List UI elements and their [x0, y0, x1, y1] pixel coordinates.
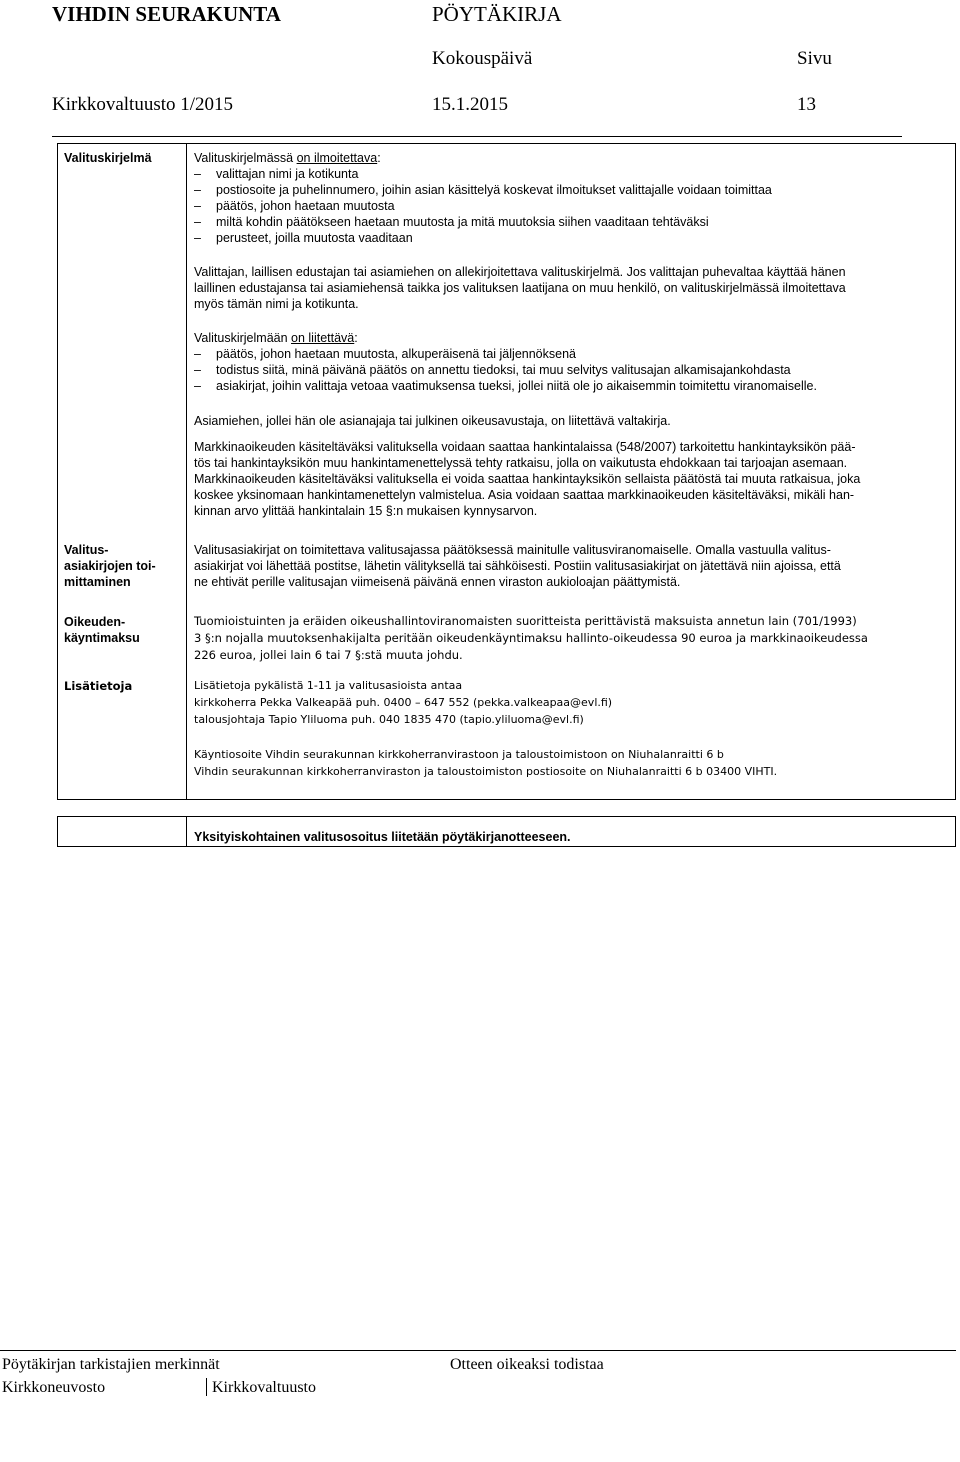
must-attach-underlined: on liitettävä: [291, 331, 355, 345]
list-item: – päätös, johon haetaan muutosta, alkuperäisenä tai jäljennöksenä: [194, 346, 950, 362]
list-item: – miltä kohdin päätökseen haetaan muutosta ja mitä muutoksia siihen vaaditaan tehtäväksi: [194, 214, 950, 230]
signature-paragraph: Valittajan, laillisen edustajan tai asiamiehen on allekirjoitettava valituskirjelmä. Jos valittajan puhevaltaa käyttää hänen laillinen edustajansa tai asiamiehensä taikka jos valituksen laatijana on muu henkilö, on valituskirjelmässä ilmoitettava myös tämän nimi ja kotikunta.: [194, 265, 846, 311]
list-item: – asiakirjat, joihin valittaja vetoaa vaatimuksensa tueksi, jollei niitä ole jo aikaisemmin toimitettu viranomaiselle.: [194, 378, 950, 394]
market-court-paragraph: Markkinaoikeuden käsiteltäväksi valituksella voidaan saattaa hankintalaissa (548/2007) tarkoitettu hankintayksikön pää- tös tai hankintayksikön muu hankintamenettelyssä tehty ratkaisu, jolla on vaikutusta ehdokkaan tai tarjoajan asemaan. Markkinaoikeuden käsiteltäväksi valituksella ei voida saattaa hankintayksikön sellaista päätöstä tai muuta ratkaisua, joka koskee yksinomaan hankintamenettelyn valmistelua. Asia voidaan saattaa markkinaoikeuden käsiteltäväksi, mikäli han- kinnan arvo ylittää hankintalain 15 §:n mukaisen kynnysarvon.: [194, 440, 861, 518]
organization-name: VIHDIN SEURAKUNTA: [52, 2, 281, 26]
must-state-underlined: on ilmoitettava: [296, 151, 378, 165]
address-block: Käyntiosoite Vihdin seurakunnan kirkkoherranvirastoon ja taloustoimistoon on Niuhalanraitti 6 b Vihdin seurakunnan kirkkoherranviraston ja taloustoimiston postiosoite on Niuhalanraitti 6 b 03400 VIHTI.: [194, 748, 778, 778]
footer-column-divider: [206, 1378, 207, 1396]
table-column-divider: [186, 143, 187, 800]
list-item: – todistus siitä, minä päivänä päätös on annettu tiedoksi, tai muu selvitys valitusajan alkamisajankohdasta: [194, 362, 950, 378]
notice-box-divider: [186, 816, 187, 847]
section-label-delivery: Valitus- asiakirjojen toi- mittaminen: [64, 543, 156, 589]
meeting-date-label: Kokouspäivä: [432, 48, 533, 69]
list-item: – valittajan nimi ja kotikunta: [194, 166, 950, 182]
attachments-intro: Valituskirjelmään on liitettävä:: [194, 331, 358, 345]
detailed-appeal-notice: Yksityiskohtainen valitusosoitus liitetään pöytäkirjanotteeseen.: [194, 830, 571, 844]
agent-paragraph: Asiamiehen, jollei hän ole asianajaja tai julkinen oikeusavustaja, on liitettävä valtakirja.: [194, 414, 671, 428]
footer-divider: [0, 1350, 956, 1351]
appeal-intro: Valituskirjelmässä on ilmoitettava:: [194, 151, 381, 165]
church-assembly-label: Kirkkovaltuusto: [212, 1379, 316, 1396]
list-item: – postiosoite ja puhelinnumero, joihin asian käsittelyä koskevat ilmoitukset valittajalle voidaan toimittaa: [194, 182, 950, 198]
delivery-section-content: Valitusasiakirjat on toimitettava valitusajassa päätöksessä mainitulle valitusviranomaiselle. Omalla vastuulla valitus- asiakirjat voi lähettää postitse, lähetin välityksellä tai sähköisesti. Postiin valitusasiakirjat on jätettävä niin ajoissa, että ne ehtivät perille valitusajan viimeisenä päivänä ennen viraston aukioloajan päättymistä.: [194, 543, 841, 589]
section-label-appeal: Valituskirjelmä: [64, 151, 152, 165]
appeal-section-content: [194, 150, 950, 246]
list-item: – päätös, johon haetaan muutosta: [194, 198, 950, 214]
attachments-block: [194, 330, 950, 394]
document-type: PÖYTÄKIRJA: [432, 2, 562, 26]
meeting-name: Kirkkovaltuusto 1/2015: [52, 94, 234, 115]
page-number: 13: [797, 94, 816, 115]
info-section-content: Lisätietoja pykälistä 1-11 ja valitusasioista antaa kirkkoherra Pekka Valkeapää puh. 0400 – 647 552 (pekka.valkeapaa@evl.fi) talousjohtaja Tapio Yliluoma puh. 040 1835 470 (tapio.yliluoma@evl.fi): [194, 679, 613, 726]
section-label-info: Lisätietoja: [64, 679, 133, 693]
church-council-label: Kirkkoneuvosto: [2, 1379, 106, 1396]
reviewers-marks-label: Pöytäkirjan tarkistajien merkinnät: [2, 1356, 220, 1373]
certified-copy-label: Otteen oikeaksi todistaa: [450, 1356, 604, 1373]
section-label-fee: Oikeuden- käyntimaksu: [64, 615, 140, 645]
page-label: Sivu: [797, 48, 832, 69]
meeting-date: 15.1.2015: [432, 94, 508, 115]
list-item: – perusteet, joilla muutosta vaaditaan: [194, 230, 950, 246]
header-divider: [52, 136, 902, 137]
fee-section-content: Tuomioistuinten ja eräiden oikeushallintoviranomaisten suoritteista perittävistä maksuista annetun lain (701/1993) 3 §:n nojalla muutoksenhakijalta peritään oikeudenkäyntimaksu hallinto-oikeudessa 90 euroa ja markkinaoikeudessa 226 euroa, jollei lain 6 tai 7 §:stä muuta johdu.: [194, 614, 868, 662]
